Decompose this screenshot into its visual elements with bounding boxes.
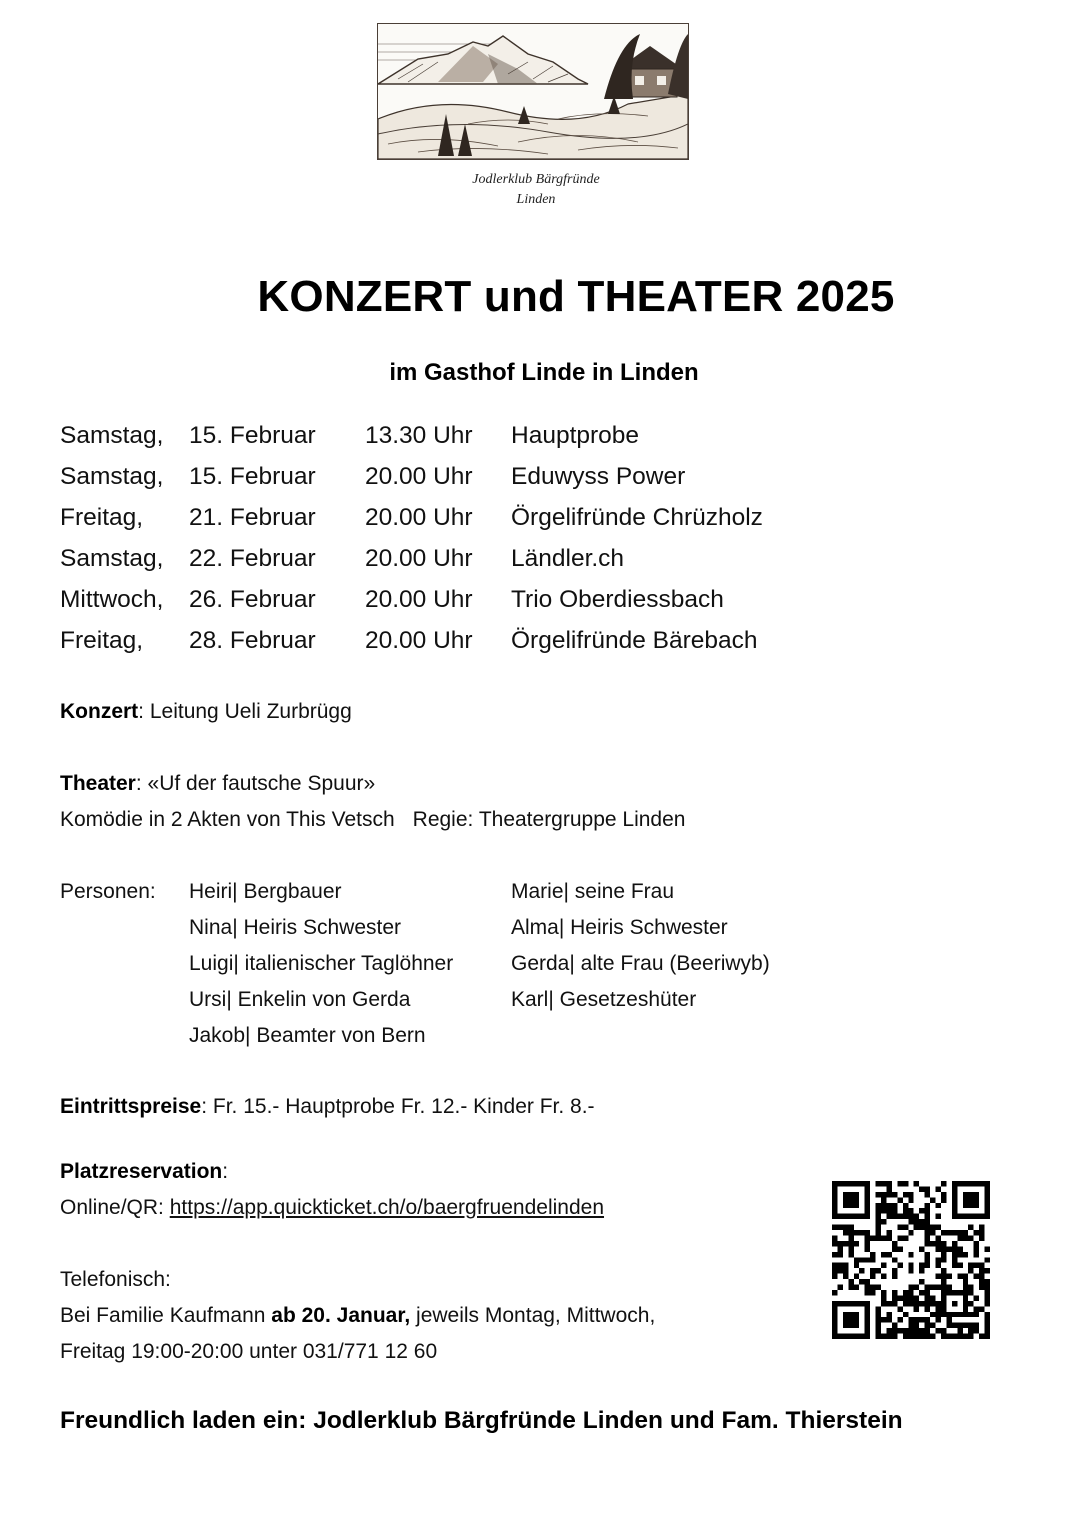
prices-text: : Fr. 15.- Hauptprobe Fr. 12.- Kinder Fr. 8.- — [201, 1095, 595, 1118]
schedule-act: Örgelifründe Bärebach — [511, 627, 758, 654]
cast-item: Karl| Gesetzeshüter — [511, 988, 697, 1011]
schedule-date: 15. Februar — [189, 422, 316, 449]
schedule-act: Trio Oberdiessbach — [511, 586, 724, 613]
schedule-row — [60, 415, 860, 456]
schedule-table — [60, 415, 860, 661]
schedule-row — [60, 538, 860, 579]
online-prefix: Online/QR: — [60, 1196, 170, 1219]
page-title: KONZERT und THEATER 2025 — [257, 272, 895, 321]
cast-list-left — [189, 874, 453, 1054]
reservation-online — [60, 1190, 604, 1226]
qr-code-graphic — [832, 1181, 990, 1339]
schedule-date: 22. Februar — [189, 545, 316, 572]
schedule-date: 21. Februar — [189, 504, 316, 531]
telefon-line-2: Freitag 19:00-20:00 unter 031/771 12 60 — [60, 1340, 438, 1363]
venue-subtitle: im Gasthof Linde in Linden — [389, 359, 699, 386]
konzert-label: Konzert — [60, 700, 139, 723]
schedule-day: Samstag, — [60, 545, 164, 572]
theater-komoedie: Komödie in 2 Akten von This Vetsch — [60, 808, 395, 831]
schedule-date: 15. Februar — [189, 463, 316, 490]
cast-item: Ursi| Enkelin von Gerda — [189, 988, 411, 1011]
cast-item: Luigi| italienischer Taglöhner — [189, 952, 454, 975]
prices-label: Eintrittspreise — [60, 1095, 202, 1118]
club-caption — [436, 170, 636, 210]
schedule-row — [60, 497, 860, 538]
schedule-day: Freitag, — [60, 627, 144, 654]
theater-title: : «Uf der fautsche Spuur» — [135, 772, 376, 795]
schedule-time: 20.00 Uhr — [365, 504, 473, 531]
cast-item: Alma| Heiris Schwester — [511, 916, 728, 939]
cast-item: Marie| seine Frau — [511, 880, 675, 903]
schedule-day: Samstag, — [60, 422, 164, 449]
schedule-time: 20.00 Uhr — [365, 545, 473, 572]
reservation-colon: : — [222, 1160, 229, 1183]
schedule-time: 20.00 Uhr — [365, 586, 473, 613]
schedule-day: Mittwoch, — [60, 586, 164, 613]
reservation-link[interactable]: https://app.quickticket.ch/o/baergfruendelinden — [169, 1196, 605, 1219]
schedule-date: 26. Februar — [189, 586, 316, 613]
schedule-act: Ländler.ch — [511, 545, 625, 572]
telefon-text-c: jeweils Montag, Mittwoch, — [410, 1304, 656, 1327]
telefon-text-a: Bei Familie Kaufmann — [60, 1304, 272, 1327]
theater-line — [60, 766, 375, 802]
club-location: Linden — [516, 192, 556, 207]
telefon-label: Telefonisch: — [60, 1268, 171, 1291]
schedule-day: Freitag, — [60, 504, 144, 531]
schedule-row — [60, 579, 860, 620]
konzert-line — [60, 694, 352, 730]
club-logo — [377, 23, 689, 160]
cast-item: Gerda| alte Frau (Beeriwyb) — [511, 952, 770, 975]
personen-label: Personen: — [60, 880, 156, 903]
qr-code-icon[interactable] — [832, 1181, 990, 1339]
reservation-heading — [60, 1154, 228, 1190]
mountain-landscape-icon — [378, 24, 688, 159]
schedule-time: 13.30 Uhr — [365, 422, 473, 449]
schedule-day: Samstag, — [60, 463, 164, 490]
schedule-time: 20.00 Uhr — [365, 627, 473, 654]
schedule-row — [60, 456, 860, 497]
telefon-line-1 — [60, 1298, 655, 1334]
schedule-act: Eduwyss Power — [511, 463, 686, 490]
reservation-label: Platzreservation — [60, 1160, 223, 1183]
club-name: Jodlerklub Bärgfründe — [472, 172, 600, 187]
theater-label: Theater — [60, 772, 136, 795]
prices-line — [60, 1089, 595, 1125]
cast-list-right — [511, 874, 770, 1018]
schedule-row — [60, 620, 860, 661]
cast-item: Heiri| Bergbauer — [189, 880, 342, 903]
cast-item: Nina| Heiris Schwester — [189, 916, 402, 939]
telefon-start-date: ab 20. Januar, — [271, 1304, 411, 1327]
schedule-time: 20.00 Uhr — [365, 463, 473, 490]
schedule-act: Örgelifründe Chrüzholz — [511, 504, 763, 531]
theater-regie: Regie: Theatergruppe Linden — [412, 808, 686, 831]
cast-item: Jakob| Beamter von Bern — [189, 1024, 426, 1047]
konzert-text: : Leitung Ueli Zurbrügg — [138, 700, 352, 723]
schedule-act: Hauptprobe — [511, 422, 640, 449]
schedule-date: 28. Februar — [189, 627, 316, 654]
footer-invitation: Freundlich laden ein: Jodlerklub Bärgfründe Linden und Fam. Thierstein — [60, 1407, 903, 1434]
theater-details — [60, 802, 685, 838]
